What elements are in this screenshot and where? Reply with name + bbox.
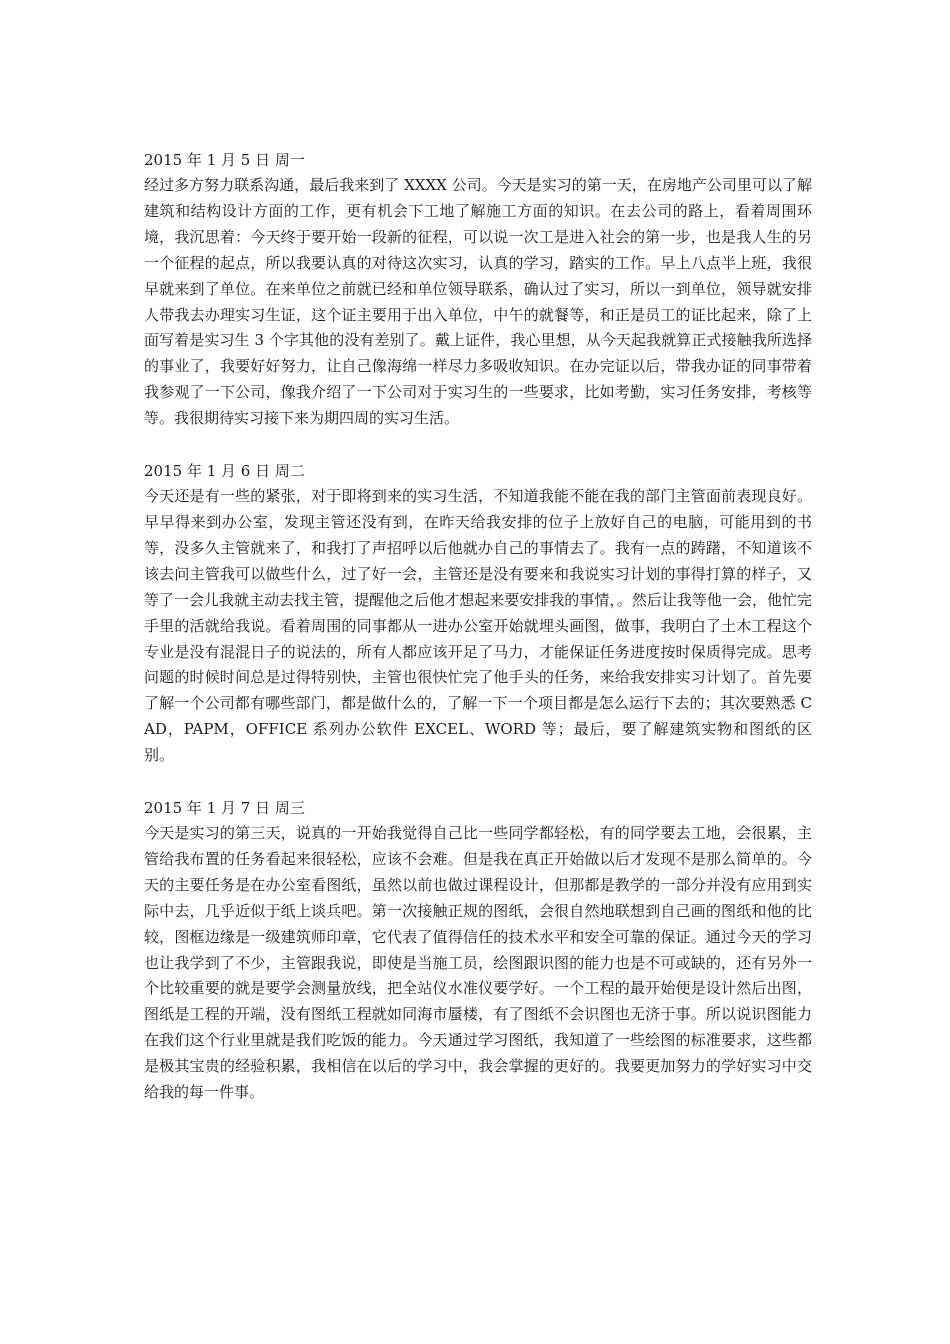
document-page — [144, 147, 812, 1132]
diary-entry-1 — [144, 147, 812, 432]
entry-body: 经过多方努力联系沟通，最后我来到了 XXXX 公司。今天是实习的第一天，在房地产公司里可以了解建筑和结构设计方面的工作，更有机会下工地了解施工方面的知识。在去公司的路上，看着周围环境，我沉思着：今天终于要开始一段新的征程，可以说一次工是进入社会的第一步，也是我人生的另一个征程的起点，所以我要认真的对待这次实习，认真的学习，踏实的工作。早上八点半上班，我很早就来到了单位。在来单位之前就已经和单位领导联系，确认过了实习，所以一到单位，领导就安排人带我去办理实习生证，这个证主要用于出入单位，中午的就餐等，和正是员工的证比起来，除了上面写着是实习生 3 个字其他的没有差别了。戴上证件，我心里想，从今天起我就算正式接触我所选择的事业了，我要好好努力，让自己像海绵一样尽力多吸收知识。在办完证以后，带我办证的同事带着我参观了一下公司，像我介绍了一下公司对于实习生的一些要求，比如考勤，实习任务安排，考核等等。我很期待实习接下来为期四周的实习生活。 — [144, 176, 812, 428]
diary-entry-3 — [144, 795, 812, 1106]
entry-body: 今天是实习的第三天，说真的一开始我觉得自己比一些同学都轻松，有的同学要去工地，会很累，主管给我布置的任务看起来很轻松，应该不会难。但是我在真正开始做以后才发现不是那么简单的。今天的主要任务是在办公室看图纸，虽然以前也做过课程设计，但那都是教学的一部分并没有应用到实际中去，几乎近似于纸上谈兵吧。第一次接触正规的图纸，会很自然地联想到自己画的图纸和他的比较，图框边缘是一级建筑师印章，它代表了值得信任的技术水平和安全可靠的保证。通过今天的学习也让我学到了不少，主管跟我说，即使是当施工员，绘图跟识图的能力也是不可或缺的，还有另外一个比较重要的就是要学会测量放线，把全站仪水准仪要学好。一个工程的最开始便是设计然后出图，图纸是工程的开端，没有图纸工程就如同海市蜃楼，有了图纸不会识图也无济于事。所以说识图能力在我们这个行业里就是我们吃饭的能力。今天通过学习图纸，我知道了一些绘图的标准要求，这些都是极其宝贵的经验积累，我相信在以后的学习中，我会掌握的更好的。我要更加努力的学好实习中交给我的每一件事。 — [144, 824, 812, 1102]
entry-date: 2015 年 1 月 6 日 周二 — [144, 462, 305, 481]
diary-entry-2 — [144, 458, 812, 769]
entry-body: 今天还是有一些的紧张，对于即将到来的实习生活，不知道我能不能在我的部门主管面前表现良好。早早得来到办公室，发现主管还没有到，在昨天给我安排的位子上放好自己的电脑，可能用到的书等，没多久主管就来了，和我打了声招呼以后他就办自己的事情去了。我有一点的踌躇，不知道该不该去问主管我可以做些什么，过了好一会，主管还是没有要来和我说实习计划的事得打算的样子，又等了一会儿我就主动去找主管，提醒他之后他才想起来要安排我的事情，。然后让我等他一会，他忙完手里的活就给我说。看着周围的同事都从一进办公室开始就埋头画图，做事，我明白了土木工程这个专业是没有混混日子的说法的，所有人都应该开足了马力，才能保证任务进度按时保质得完成。思考问题的时候时间总是过得特别快，主管也很快忙完了他手头的任务，来给我安排实习计划了。首先要了解一个公司都有哪些部门，都是做什么的，了解一下一个项目都是怎么运行下去的；其次要熟悉 CAD，PAPM，OFFICE 系列办公软件 EXCEL、WORD 等；最后，要了解建筑实物和图纸的区别。 — [144, 487, 812, 765]
entry-date: 2015 年 1 月 5 日 周一 — [144, 151, 305, 169]
entry-date: 2015 年 1 月 7 日 周三 — [144, 799, 305, 818]
